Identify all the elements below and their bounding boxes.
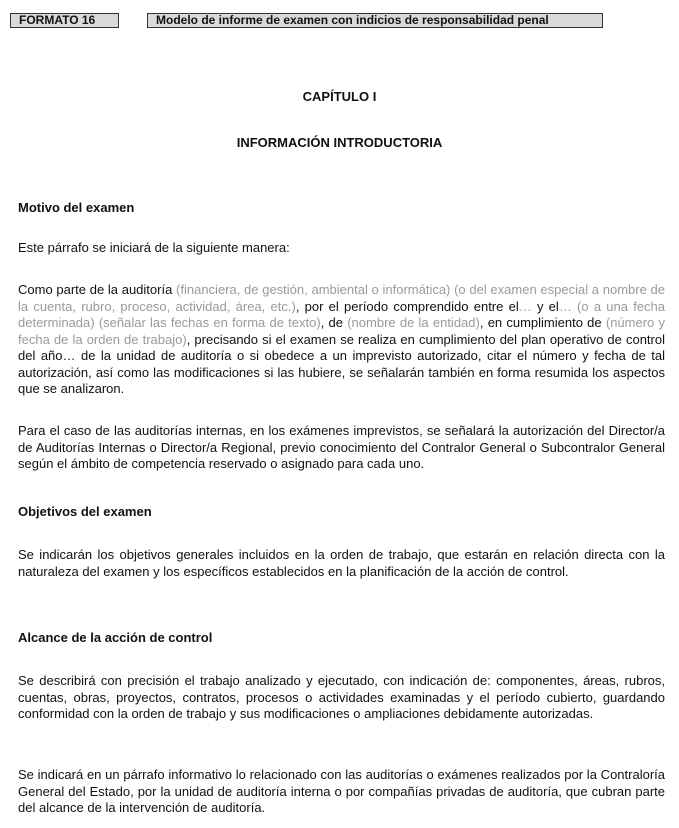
- objetivos-paragraph: Se indicarán los objetivos generales incluidos en la orden de trabajo, que estarán en relación directa con la naturaleza del examen y los específicos establecidos en la planificación de la acción de control.: [18, 547, 665, 579]
- placeholder-run: … (o a una fecha determinada) (señalar las fechas en forma de texto): [18, 298, 666, 330]
- alcance-paragraph-1: Se describirá con precisión el trabajo analizado y ejecutado, con indicación de: componentes, áreas, rubros, cuentas, obras, proyectos, contratos, procesos o actividades examinadas y el período cubierto, guardando conformidad con la orden de trabajo y sus modificaciones o ampliaciones debidamente autorizadas.: [18, 673, 665, 721]
- header-gap: [119, 13, 147, 28]
- text-run: , de: [320, 315, 348, 330]
- chapter-number: CAPÍTULO I: [302, 89, 377, 104]
- format-title: Modelo de informe de examen con indicios de responsabilidad penal: [147, 13, 603, 28]
- placeholder-run: (financiera, de gestión, ambiental o informática) (o del examen especial a nombre de la cuenta, rubro, proceso, actividad, área, etc.): [18, 282, 665, 314]
- text-run: , por el período comprendido entre el: [295, 298, 519, 314]
- text-run: y el: [531, 298, 559, 314]
- alcance-paragraph-2: Se indicará en un párrafo informativo lo relacionado con las auditorías o exámenes realizados por la Contraloría General del Estado, por la unidad de auditoría interna o por compañías privadas de auditoría, que cubran parte del alcance de la intervención de auditoría.: [18, 767, 665, 815]
- alcance-heading: Alcance de la acción de control: [18, 630, 213, 645]
- placeholder-run: …: [518, 298, 532, 314]
- motivo-heading: Motivo del examen: [18, 200, 135, 215]
- text-run: , en cumplimiento de: [479, 315, 606, 330]
- motivo-intro: Este párrafo se iniciará de la siguiente manera:: [18, 240, 290, 255]
- format-header: [10, 13, 603, 28]
- objetivos-heading: Objetivos del examen: [18, 504, 152, 519]
- text-run: , precisando si el examen se realiza en cumplimiento del plan operativo de control del año… de la unidad de auditoría o si obedece a un imprevisto autorizado, citar el número y fecha de tal autorización, así como las modificaciones si las hubiere, se señalarán también en forma resumida los aspectos que se analizaron.: [18, 331, 665, 396]
- motivo-paragraph-2: Para el caso de las auditorías internas, en los exámenes imprevistos, se señalará la autorización del Director/a de Auditorías Internas o Director/a Regional, previo conocimiento del Contralor General o Subcontralor General según el ámbito de competencia reservado o asignado para cada uno.: [18, 423, 665, 471]
- text-run: Como parte de la auditoría: [18, 282, 177, 297]
- placeholder-run: (nombre de la entidad): [347, 315, 480, 330]
- placeholder-run: (número y fecha de la orden de trabajo): [18, 315, 665, 347]
- motivo-paragraph-1: [18, 282, 665, 398]
- chapter-title: INFORMACIÓN INTRODUCTORIA: [236, 135, 443, 150]
- format-label: FORMATO 16: [10, 13, 119, 28]
